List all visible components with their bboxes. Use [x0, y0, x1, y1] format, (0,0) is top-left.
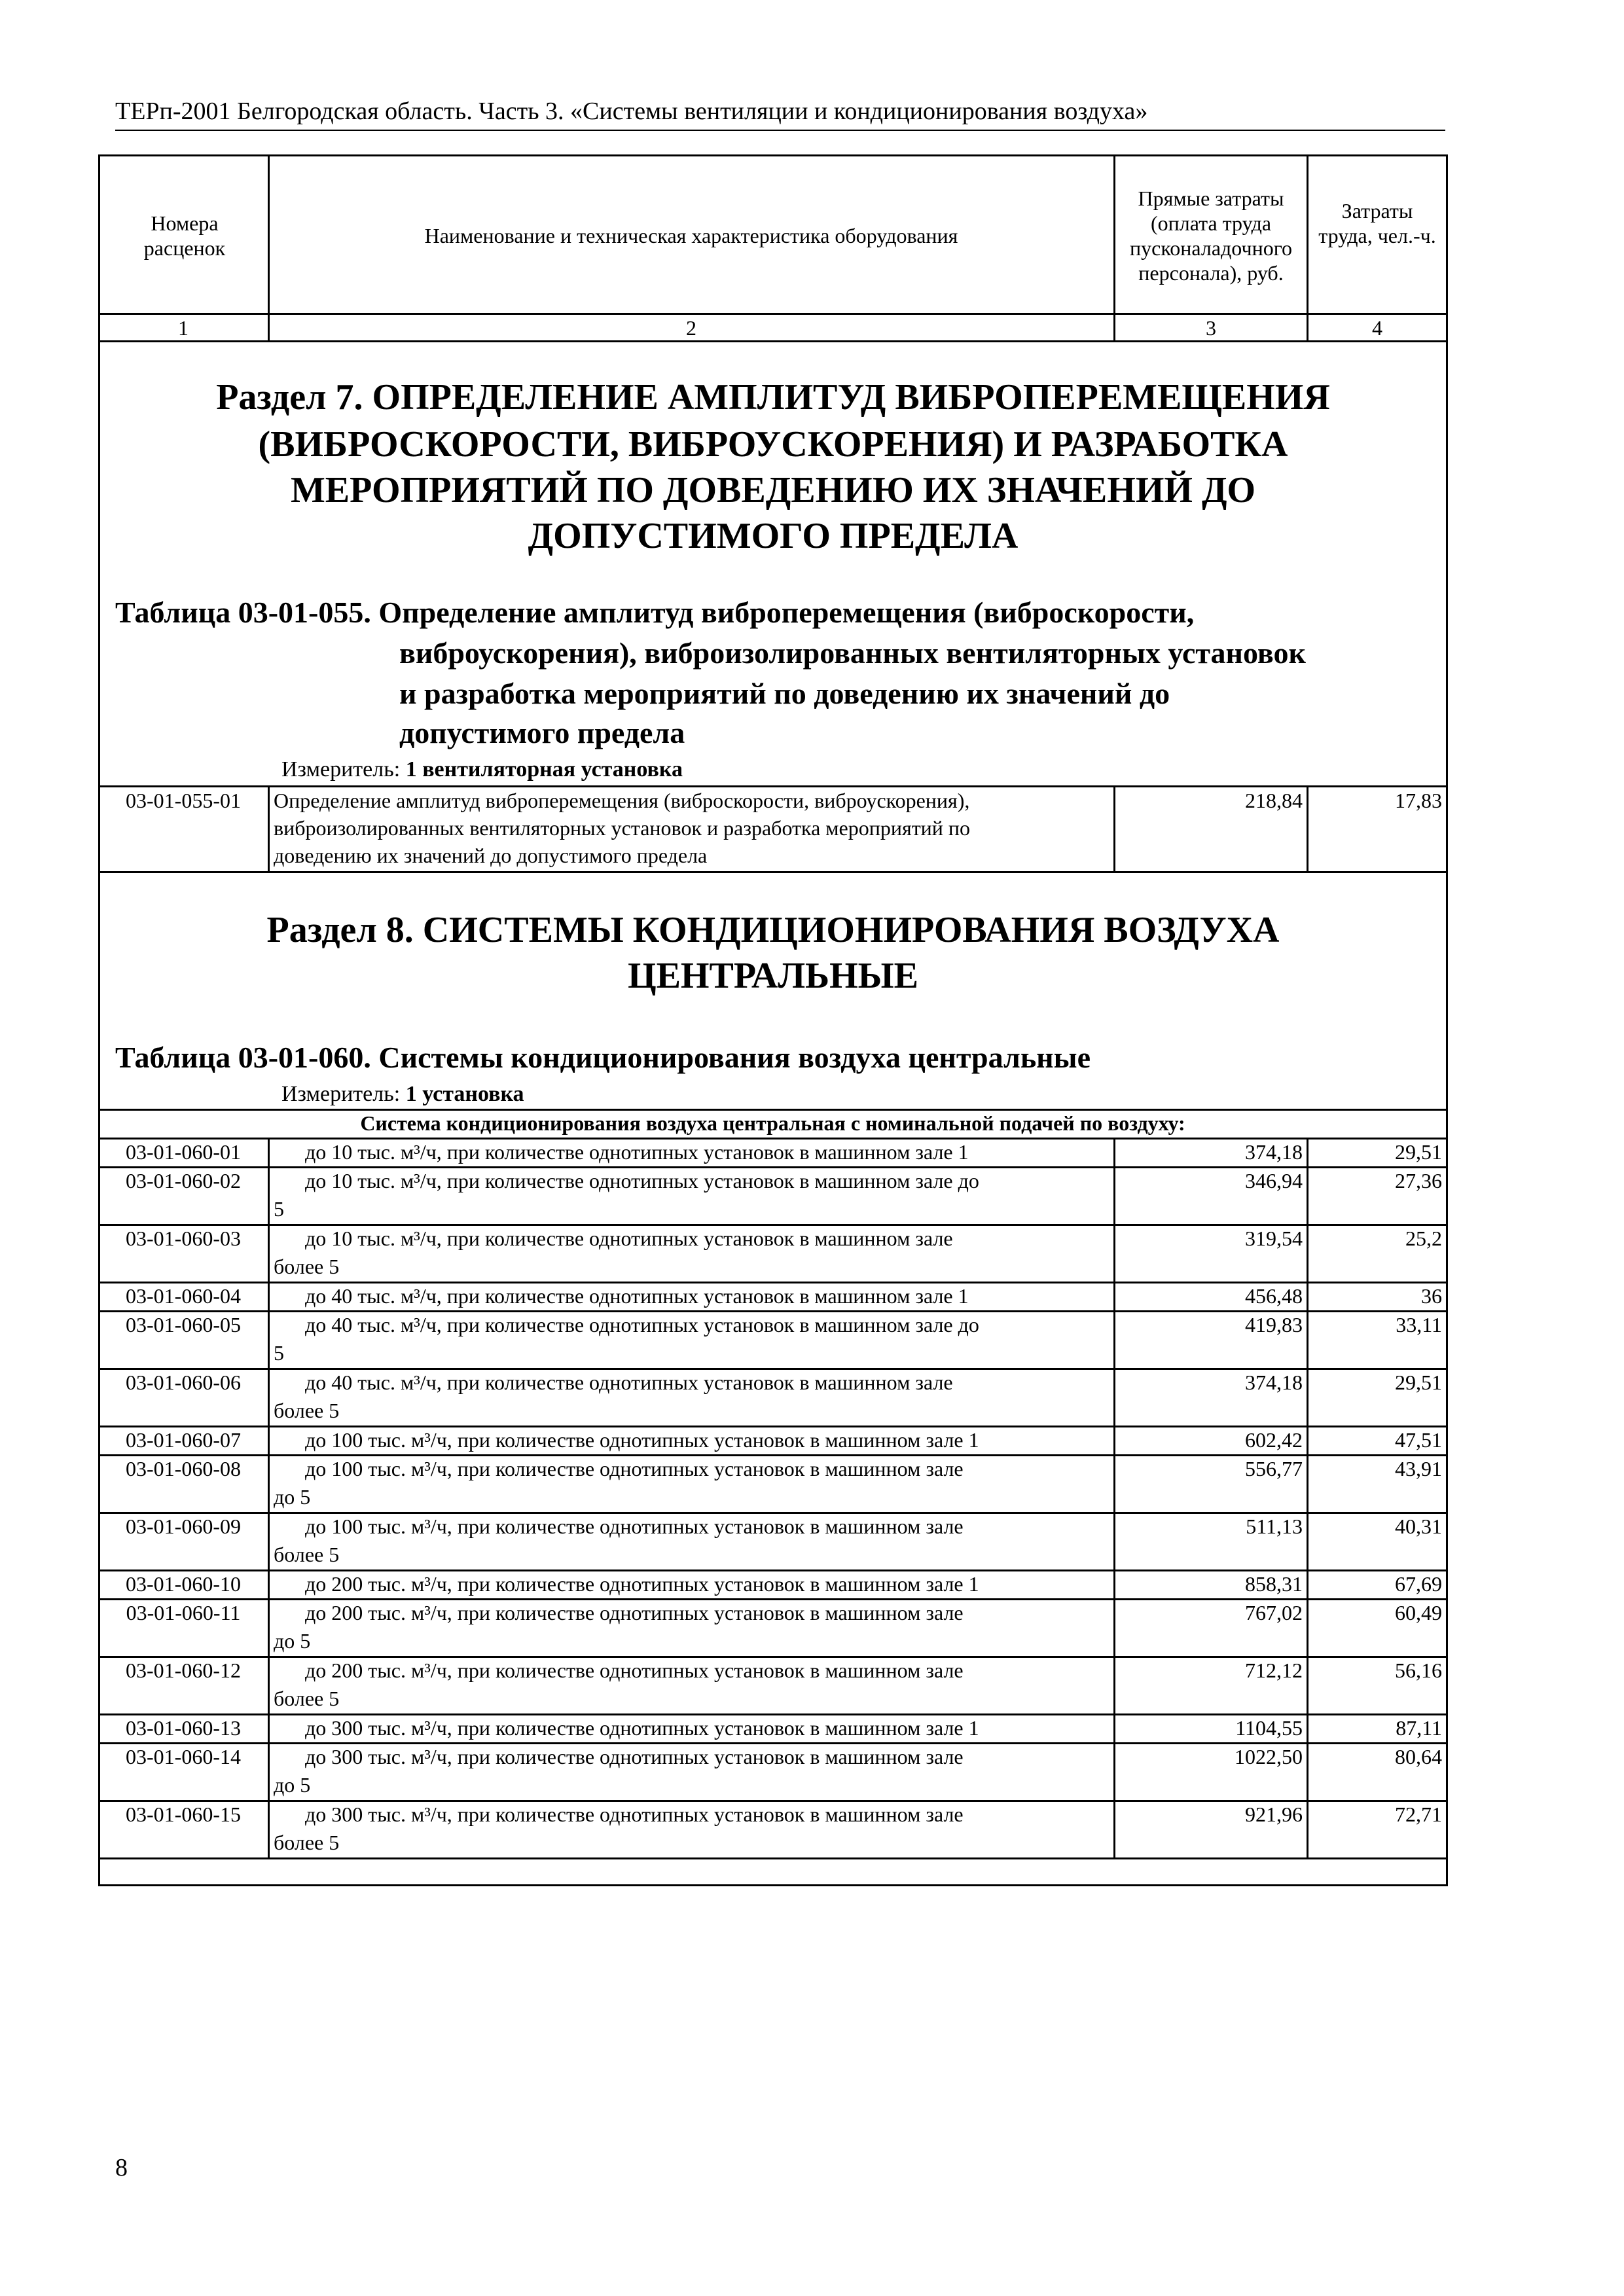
- table-060-row-code: 03-01-060-05: [126, 1313, 241, 1336]
- table-055-title-line-2: виброускорения), виброизолированных вентиляторных установок: [399, 636, 1306, 670]
- table-060-row-code: 03-01-060-03: [126, 1227, 241, 1250]
- table-060-row-labor: 67,69: [1395, 1572, 1442, 1596]
- row-desc-text: до 40 тыс. м³/ч, при количестве однотипных установок в машинном зале: [305, 1371, 953, 1394]
- row-desc-text: до 100 тыс. м³/ч, при количестве однотипных установок в машинном зале: [305, 1515, 964, 1538]
- section-8-title-line-2: ЦЕНТРАЛЬНЫЕ: [628, 956, 918, 996]
- table-060-row-desc-line-2: до 5: [274, 1773, 311, 1797]
- measure-value: 1 установка: [405, 1082, 524, 1106]
- table-060-measure: [281, 1081, 524, 1107]
- table-060-row-code: 03-01-060-04: [126, 1284, 241, 1308]
- table-060-row-desc-line-2: более 5: [274, 1687, 340, 1710]
- table-055-title-line-3: и разработка мероприятий по доведению их значений до: [399, 677, 1170, 710]
- running-header: ТЕРп-2001 Белгородская область. Часть 3. «Системы вентиляции и кондиционирования воздуха»: [115, 96, 1445, 131]
- section-7-title-line-4: ДОПУСТИМОГО ПРЕДЕЛА: [528, 516, 1019, 556]
- table-055-row-code: 03-01-055-01: [126, 789, 241, 812]
- table-060-row-cost: 374,18: [1245, 1140, 1303, 1164]
- row-desc-text: до 300 тыс. м³/ч, при количестве однотипных установок в машинном зале: [305, 1803, 964, 1826]
- table-060-row-labor: 47,51: [1395, 1428, 1442, 1452]
- table-060-row-desc-line-1: [270, 1312, 1113, 1337]
- table-060-row-desc-line-1: [270, 1456, 1113, 1481]
- page-number: 8: [115, 2154, 128, 2181]
- table-060-row-desc-line-1: [270, 1600, 1113, 1625]
- section-7-title-line-3: МЕРОПРИЯТИЙ ПО ДОВЕДЕНИЮ ИХ ЗНАЧЕНИЙ ДО: [290, 470, 1256, 511]
- table-060-row-code: 03-01-060-14: [126, 1745, 241, 1768]
- section-7-title-line-2: (ВИБРОСКОРОСТИ, ВИБРОУСКОРЕНИЯ) И РАЗРАБОТКА: [258, 424, 1288, 465]
- measure-value: 1 вентиляторная установка: [405, 757, 683, 781]
- table-060-row-divider: [98, 1857, 1448, 1859]
- table-060-row-cost: 712,12: [1245, 1659, 1303, 1682]
- header-divider: [98, 313, 1448, 315]
- row-desc-text: до 40 тыс. м³/ч, при количестве однотипных установок в машинном зале 1: [305, 1284, 969, 1308]
- table-060-row-labor: 80,64: [1395, 1745, 1442, 1768]
- table-060-row-cost: 319,54: [1245, 1227, 1303, 1250]
- table-060-row-labor: 60,49: [1395, 1601, 1442, 1624]
- table-055-measure: [281, 757, 683, 783]
- table-060-row-desc-line-2: более 5: [274, 1543, 340, 1566]
- table-060-row-desc-line-1: [270, 1226, 1113, 1251]
- table-060-row-cost: 602,42: [1245, 1428, 1303, 1452]
- column-header-labor: Затраты труда, чел.-ч.: [1318, 199, 1436, 247]
- table-060-title: Таблица 03-01-060. Системы кондиционирования воздуха центральные: [115, 1041, 1091, 1074]
- table-060-row-desc-line-1: [270, 1658, 1113, 1683]
- table-060-row-labor: 72,71: [1395, 1803, 1442, 1826]
- row-desc-text: до 40 тыс. м³/ч, при количестве однотипных установок в машинном зале до: [305, 1313, 979, 1336]
- table-060-row-cost: 419,83: [1245, 1313, 1303, 1336]
- table-055-title-line-1: Таблица 03-01-055. Определение амплитуд виброперемещения (виброскорости,: [115, 596, 1195, 629]
- table-060-row-desc-line-2: более 5: [274, 1831, 340, 1854]
- table-060-row-cost: 858,31: [1245, 1572, 1303, 1596]
- table-055-row-bottom: [98, 871, 1448, 873]
- table-060-row-cost: 1022,50: [1235, 1745, 1303, 1768]
- table-060-row-code: 03-01-060-01: [126, 1140, 241, 1164]
- row-desc-text: до 200 тыс. м³/ч, при количестве однотипных установок в машинном зале 1: [305, 1572, 979, 1596]
- row-desc-text: до 300 тыс. м³/ч, при количестве однотипных установок в машинном зале: [305, 1745, 964, 1768]
- table-060-row-desc-line-2: более 5: [274, 1399, 340, 1422]
- table-060-row-desc-line-1: [270, 1571, 1113, 1596]
- table-060-row-code: 03-01-060-08: [126, 1457, 241, 1480]
- row-desc-text: до 300 тыс. м³/ч, при количестве однотипных установок в машинном зале 1: [305, 1716, 979, 1740]
- table-060-row-code: 03-01-060-13: [126, 1716, 241, 1740]
- measure-label: Измеритель:: [281, 757, 406, 781]
- table-060-row-desc-line-2: до 5: [274, 1629, 311, 1653]
- table-060-row-desc-line-1: [270, 1139, 1113, 1164]
- table-060-row-labor: 29,51: [1395, 1140, 1442, 1164]
- table-060-row-labor: 33,11: [1396, 1313, 1442, 1336]
- table-060-row-cost: 511,13: [1246, 1515, 1303, 1538]
- table-055-row-desc-line-1: Определение амплитуд виброперемещения (виброскорости, виброускорения),: [274, 789, 970, 812]
- column-number-2: 2: [686, 316, 696, 340]
- section-7-title-line-1: Раздел 7. ОПРЕДЕЛЕНИЕ АМПЛИТУД ВИБРОПЕРЕМЕЩЕНИЯ: [216, 377, 1330, 418]
- row-desc-text: до 10 тыс. м³/ч, при количестве однотипных установок в машинном зале: [305, 1227, 953, 1250]
- table-060-row-code: 03-01-060-12: [126, 1659, 241, 1682]
- table-060-row-desc-line-1: [270, 1514, 1113, 1539]
- table-060-row-labor: 56,16: [1395, 1659, 1442, 1682]
- column-header-code: Номера расценок: [143, 211, 226, 260]
- table-060-row-labor: 87,11: [1396, 1716, 1442, 1740]
- table-060-row-code: 03-01-060-06: [126, 1371, 241, 1394]
- table-060-row-code: 03-01-060-02: [126, 1169, 241, 1193]
- column-header-name: Наименование и техническая характеристика оборудования: [424, 224, 958, 247]
- row-desc-text: до 10 тыс. м³/ч, при количестве однотипных установок в машинном зале 1: [305, 1140, 969, 1164]
- row-desc-text: до 100 тыс. м³/ч, при количестве однотипных установок в машинном зале: [305, 1457, 964, 1480]
- column-number-4: 4: [1372, 316, 1382, 340]
- table-060-row-cost: 374,18: [1245, 1371, 1303, 1394]
- table-060-row-desc-line-1: [270, 1802, 1113, 1827]
- table-060-group-header: Система кондиционирования воздуха центральная с номинальной подачей по воздуху:: [360, 1111, 1185, 1135]
- column-header-direct-costs: Прямые затраты (оплата труда пусконаладочного персонала), руб.: [1129, 187, 1293, 285]
- table-060-row-desc-line-1: [270, 1168, 1113, 1193]
- table-060-row-labor: 40,31: [1395, 1515, 1442, 1538]
- table-060-row-cost: 346,94: [1245, 1169, 1303, 1193]
- table-060-row-code: 03-01-060-09: [126, 1515, 241, 1538]
- table-060-row-labor: 29,51: [1395, 1371, 1442, 1394]
- table-060-row-desc-line-1: [270, 1744, 1113, 1769]
- table-060-row-code: 03-01-060-07: [126, 1428, 241, 1452]
- table-060-row-labor: 36: [1421, 1284, 1442, 1308]
- table-060-row-cost: 921,96: [1245, 1803, 1303, 1826]
- table-055-row-top: [98, 785, 1448, 787]
- table-060-row-desc-line-1: [270, 1715, 1113, 1740]
- table-060-row-cost: 767,02: [1245, 1601, 1303, 1624]
- table-055-title-line-4: допустимого предела: [399, 716, 685, 749]
- table-060-row-code: 03-01-060-15: [126, 1803, 241, 1826]
- table-060-row-desc-line-2: более 5: [274, 1255, 340, 1278]
- table-060-row-cost: 456,48: [1245, 1284, 1303, 1308]
- column-number-3: 3: [1206, 316, 1216, 340]
- table-055-row-desc-line-3: доведению их значений до допустимого предела: [274, 844, 708, 867]
- table-055-row-desc-line-2: виброизолированных вентиляторных установок и разработка мероприятий по: [274, 816, 971, 840]
- table-060-row-desc-line-2: 5: [274, 1341, 284, 1365]
- table-060-row-cost: 556,77: [1245, 1457, 1303, 1480]
- table-060-row-desc-line-2: до 5: [274, 1485, 311, 1509]
- row-desc-text: до 100 тыс. м³/ч, при количестве однотипных установок в машинном зале 1: [305, 1428, 979, 1452]
- table-060-row-labor: 25,2: [1405, 1227, 1442, 1250]
- table-060-row-desc-line-1: [270, 1370, 1113, 1395]
- section-8-title-line-1: Раздел 8. СИСТЕМЫ КОНДИЦИОНИРОВАНИЯ ВОЗДУХА: [266, 910, 1280, 950]
- column-number-1: 1: [178, 316, 189, 340]
- table-060-row-labor: 27,36: [1395, 1169, 1442, 1193]
- table-060-row-desc-line-1: [270, 1283, 1113, 1308]
- table-060-row-code: 03-01-060-11: [126, 1601, 241, 1624]
- row-desc-text: до 200 тыс. м³/ч, при количестве однотипных установок в машинном зале: [305, 1659, 964, 1682]
- table-060-row-labor: 43,91: [1395, 1457, 1442, 1480]
- row-desc-text: до 200 тыс. м³/ч, при количестве однотипных установок в машинном зале: [305, 1601, 964, 1624]
- measure-label: Измеритель:: [281, 1082, 406, 1106]
- table-060-row-cost: 1104,55: [1235, 1716, 1303, 1740]
- table-060-row-desc-line-2: 5: [274, 1197, 284, 1221]
- header-bottom: [98, 340, 1448, 342]
- row-desc-text: до 10 тыс. м³/ч, при количестве однотипных установок в машинном зале до: [305, 1169, 979, 1193]
- table-060-row-desc-line-1: [270, 1427, 1113, 1452]
- table-060-row-code: 03-01-060-10: [126, 1572, 241, 1596]
- table-055-row-cost: 218,84: [1245, 789, 1303, 812]
- table-055-row-labor: 17,83: [1395, 789, 1442, 812]
